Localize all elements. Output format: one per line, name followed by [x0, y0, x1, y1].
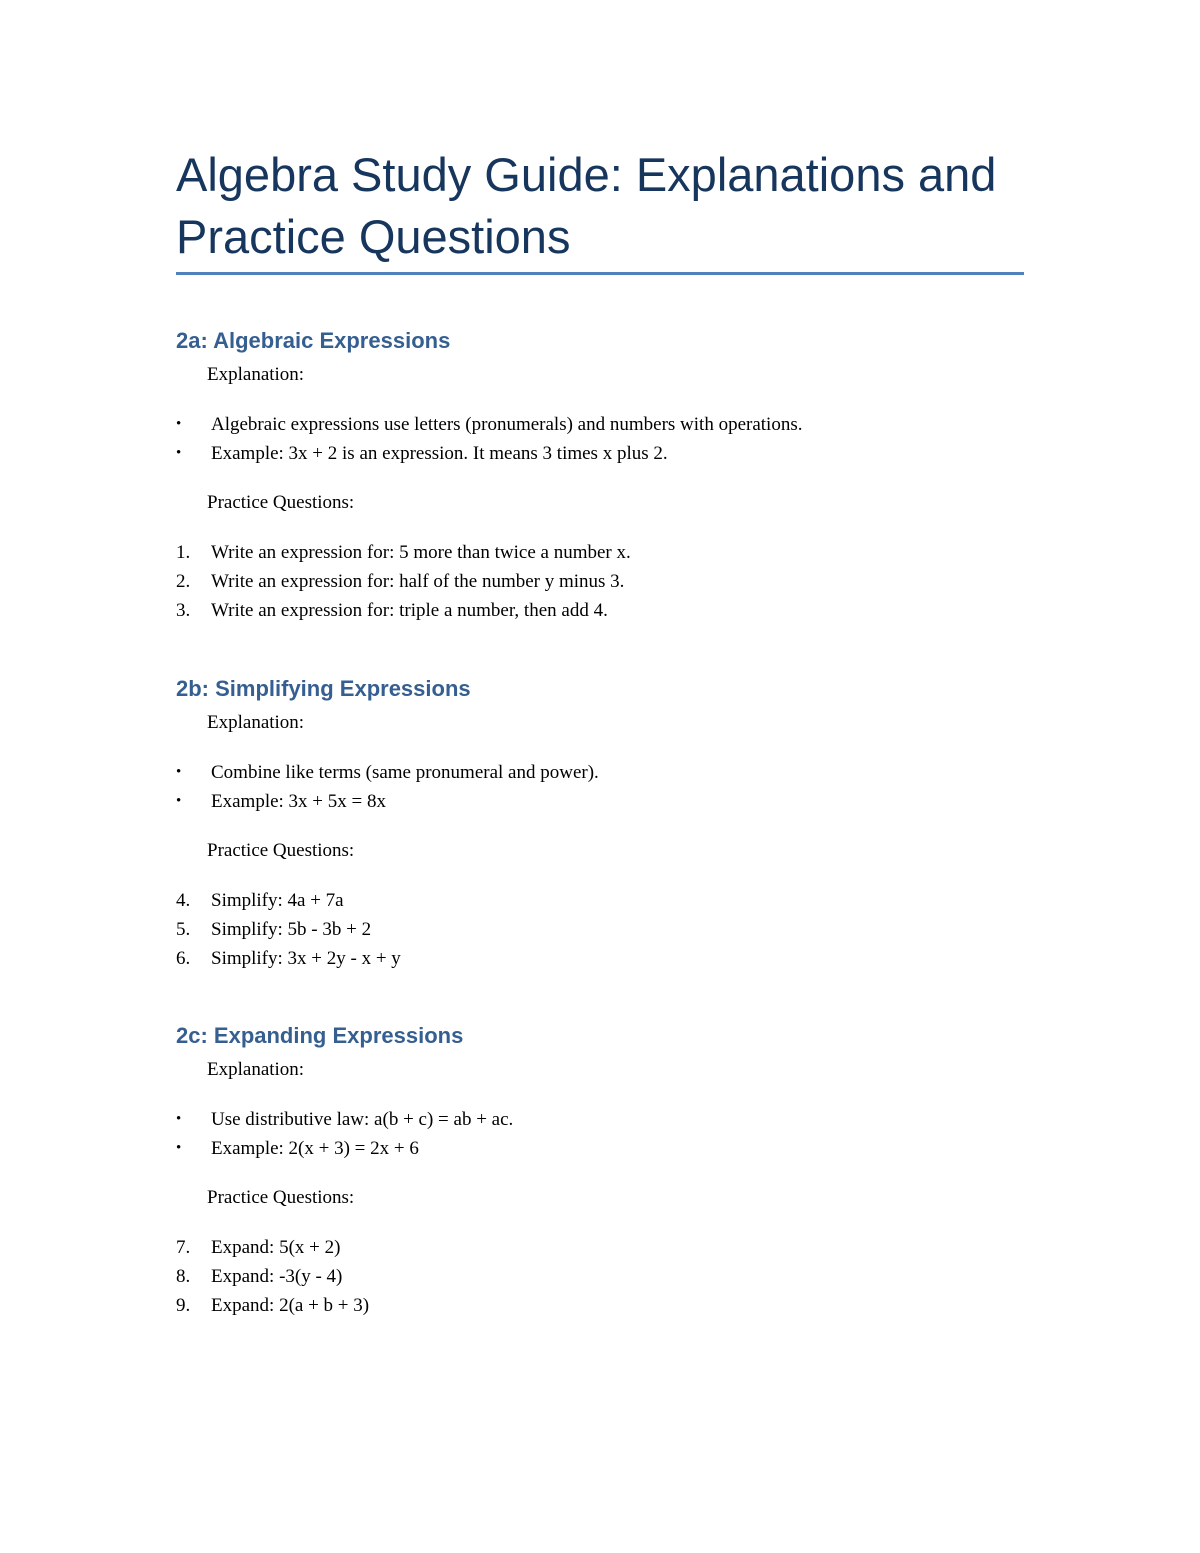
question-item — [176, 1262, 1026, 1291]
question-text: Simplify: 4a + 7a — [211, 890, 344, 911]
section-heading: 2b: Simplifying Expressions — [176, 676, 471, 701]
section-2b — [176, 674, 1026, 973]
question-item — [176, 567, 1026, 596]
question-text: Expand: 2(a + b + 3) — [211, 1295, 370, 1316]
list-item — [176, 439, 1026, 468]
question-number: 1. — [176, 542, 191, 563]
question-number: 5. — [176, 919, 191, 940]
practice-questions-label: Practice Questions: — [207, 492, 355, 513]
list-item — [176, 410, 1026, 439]
bullet-icon: • — [176, 445, 182, 461]
practice-questions-list — [176, 886, 1026, 973]
list-item-text: Combine like terms (same pronumeral and power). — [211, 762, 599, 783]
question-text: Simplify: 3x + 2y - x + y — [211, 948, 401, 969]
list-item — [176, 1105, 1026, 1134]
question-text: Write an expression for: triple a number, then add 4. — [211, 600, 608, 621]
bullet-icon: • — [176, 1111, 182, 1127]
question-number: 2. — [176, 571, 191, 592]
question-number: 9. — [176, 1295, 191, 1316]
question-text: Simplify: 5b - 3b + 2 — [211, 919, 372, 940]
explanation-label: Explanation: — [207, 1059, 305, 1080]
practice-questions-list — [176, 1233, 1026, 1320]
question-text: Write an expression for: 5 more than twice a number x. — [211, 542, 631, 563]
question-item — [176, 915, 1026, 944]
list-item — [176, 787, 1026, 816]
explanation-list — [176, 1105, 1026, 1163]
question-number: 7. — [176, 1237, 191, 1258]
question-number: 8. — [176, 1266, 191, 1287]
bullet-icon: • — [176, 793, 182, 809]
bullet-icon: • — [176, 764, 182, 780]
question-number: 6. — [176, 948, 191, 969]
explanation-list — [176, 758, 1026, 816]
question-item — [176, 944, 1026, 973]
list-item-text: Example: 3x + 2 is an expression. It means 3 times x plus 2. — [211, 443, 668, 464]
question-text: Expand: 5(x + 2) — [211, 1237, 341, 1258]
question-item — [176, 886, 1026, 915]
list-item-text: Use distributive law: a(b + c) = ab + ac. — [211, 1109, 514, 1130]
question-item — [176, 1233, 1026, 1262]
question-item — [176, 538, 1026, 567]
question-number: 3. — [176, 600, 191, 621]
question-number: 4. — [176, 890, 191, 911]
section-heading: 2a: Algebraic Expressions — [176, 328, 451, 353]
practice-questions-label: Practice Questions: — [207, 1187, 355, 1208]
explanation-label: Explanation: — [207, 712, 305, 733]
explanation-list — [176, 410, 1026, 468]
question-text: Write an expression for: half of the number y minus 3. — [211, 571, 625, 592]
section-2c — [176, 1021, 1026, 1320]
list-item — [176, 758, 1026, 787]
question-item — [176, 1291, 1026, 1320]
section-2a — [176, 326, 1026, 625]
question-text: Expand: -3(y - 4) — [211, 1266, 343, 1287]
section-heading: 2c: Expanding Expressions — [176, 1023, 464, 1048]
explanation-label: Explanation: — [207, 364, 305, 385]
list-item — [176, 1134, 1026, 1163]
practice-questions-list — [176, 538, 1026, 625]
document-title: Algebra Study Guide: Explanations and Practice Questions — [176, 148, 997, 263]
list-item-text: Example: 2(x + 3) = 2x + 6 — [211, 1138, 419, 1159]
question-item — [176, 596, 1026, 625]
practice-questions-label: Practice Questions: — [207, 840, 355, 861]
bullet-icon: • — [176, 416, 182, 432]
list-item-text: Example: 3x + 5x = 8x — [211, 791, 386, 812]
list-item-text: Algebraic expressions use letters (pronumerals) and numbers with operations. — [211, 414, 803, 435]
title-underline — [176, 272, 1024, 275]
bullet-icon: • — [176, 1140, 182, 1156]
